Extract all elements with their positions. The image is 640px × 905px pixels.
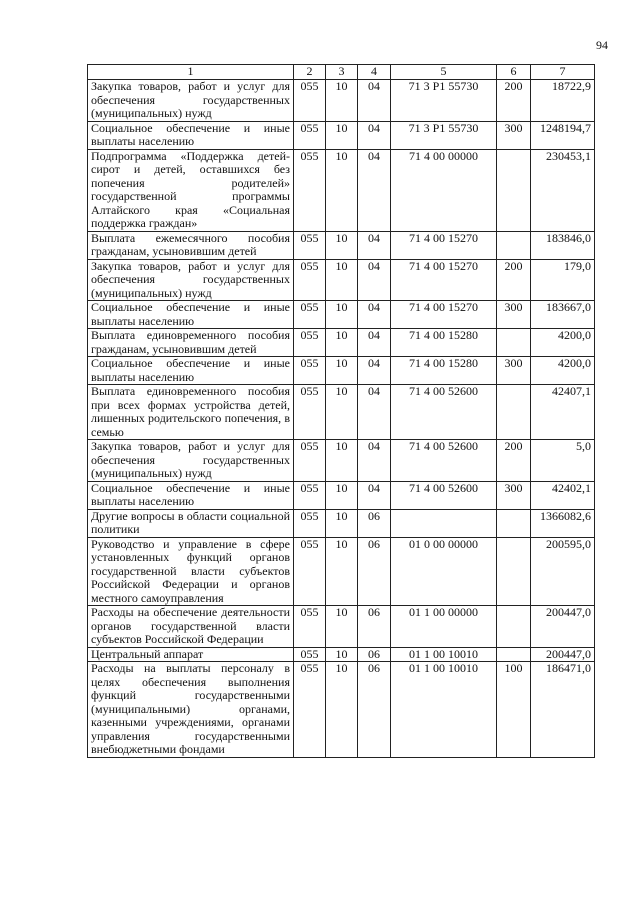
table-row (88, 647, 595, 662)
row-code-expense-type (497, 329, 531, 357)
row-code-expense-type (497, 647, 531, 662)
row-code-section: 10 (326, 231, 358, 259)
row-code-expense-type (497, 149, 531, 231)
row-code-subsection: 06 (358, 509, 391, 537)
row-amount: 4200,0 (531, 357, 595, 385)
row-code-target: 71 4 00 15270 (391, 231, 497, 259)
row-amount: 183667,0 (531, 301, 595, 329)
row-code-section: 10 (326, 80, 358, 122)
row-code-section: 10 (326, 301, 358, 329)
row-code-subsection: 04 (358, 259, 391, 301)
row-code-subsection: 04 (358, 329, 391, 357)
row-code-target: 71 4 00 52600 (391, 385, 497, 440)
row-code-expense-type (497, 231, 531, 259)
table-row (88, 509, 595, 537)
row-code-ministry: 055 (294, 149, 326, 231)
row-name: Расходы на обеспечение деятельности органов государственной власти субъектов Российской Федерации (88, 606, 294, 648)
row-amount: 186471,0 (531, 662, 595, 758)
row-name: Закупка товаров, работ и услуг для обеспечения государственных (муниципальных) нужд (88, 80, 294, 122)
header-col-2: 2 (294, 65, 326, 80)
table-row (88, 231, 595, 259)
row-code-expense-type: 100 (497, 662, 531, 758)
row-code-subsection: 06 (358, 606, 391, 648)
row-code-subsection: 04 (358, 80, 391, 122)
table-body (88, 80, 595, 758)
row-code-target: 71 4 00 00000 (391, 149, 497, 231)
row-amount: 200595,0 (531, 537, 595, 606)
row-name: Социальное обеспечение и иные выплаты населению (88, 301, 294, 329)
row-code-target: 71 4 00 52600 (391, 481, 497, 509)
row-amount: 200447,0 (531, 606, 595, 648)
row-name: Подпрограмма «Поддержка детей-сирот и детей, оставшихся без попечения родителей» государственной программы Алтайского края «Социальная поддержка граждан» (88, 149, 294, 231)
table-row (88, 259, 595, 301)
row-code-ministry: 055 (294, 121, 326, 149)
row-code-ministry: 055 (294, 259, 326, 301)
row-code-section: 10 (326, 121, 358, 149)
row-code-ministry: 055 (294, 481, 326, 509)
row-name: Выплата ежемесячного пособия гражданам, усыновившим детей (88, 231, 294, 259)
row-code-target: 01 1 00 00000 (391, 606, 497, 648)
row-name: Руководство и управление в сфере установленных функций органов государственной власти субъектов Российской Федерации и органов местного самоуправления (88, 537, 294, 606)
row-code-ministry: 055 (294, 606, 326, 648)
header-col-3: 3 (326, 65, 358, 80)
row-code-section: 10 (326, 259, 358, 301)
table-row (88, 121, 595, 149)
row-code-section: 10 (326, 662, 358, 758)
row-name: Социальное обеспечение и иные выплаты населению (88, 121, 294, 149)
row-code-subsection: 04 (358, 231, 391, 259)
table-row (88, 385, 595, 440)
table-row (88, 357, 595, 385)
row-code-target: 01 0 00 00000 (391, 537, 497, 606)
table-row (88, 301, 595, 329)
row-code-subsection: 04 (358, 481, 391, 509)
row-code-target: 71 4 00 15270 (391, 259, 497, 301)
header-row (88, 65, 595, 80)
row-name: Выплата единовременного пособия при всех формах устройства детей, лишенных родительского попечения, в семью (88, 385, 294, 440)
row-name: Другие вопросы в области социальной политики (88, 509, 294, 537)
row-code-ministry: 055 (294, 509, 326, 537)
row-code-expense-type: 200 (497, 259, 531, 301)
row-code-target: 71 3 P1 55730 (391, 80, 497, 122)
row-code-subsection: 04 (358, 440, 391, 482)
row-amount: 200447,0 (531, 647, 595, 662)
row-code-section: 10 (326, 149, 358, 231)
row-code-ministry: 055 (294, 301, 326, 329)
row-name: Закупка товаров, работ и услуг для обеспечения государственных (муниципальных) нужд (88, 440, 294, 482)
row-name: Центральный аппарат (88, 647, 294, 662)
row-code-section: 10 (326, 440, 358, 482)
row-code-ministry: 055 (294, 80, 326, 122)
row-code-expense-type: 200 (497, 80, 531, 122)
row-code-target: 71 4 00 15280 (391, 329, 497, 357)
row-name: Выплата единовременного пособия гражданам, усыновившим детей (88, 329, 294, 357)
row-code-expense-type: 300 (497, 301, 531, 329)
row-code-target: 71 4 00 15270 (391, 301, 497, 329)
row-code-section: 10 (326, 329, 358, 357)
row-code-section: 10 (326, 606, 358, 648)
row-code-target: 71 4 00 52600 (391, 440, 497, 482)
row-code-subsection: 04 (358, 301, 391, 329)
row-code-ministry: 055 (294, 537, 326, 606)
row-code-expense-type: 200 (497, 440, 531, 482)
row-amount: 1366082,6 (531, 509, 595, 537)
row-code-target: 01 1 00 10010 (391, 647, 497, 662)
row-code-subsection: 04 (358, 121, 391, 149)
row-name: Социальное обеспечение и иные выплаты населению (88, 357, 294, 385)
table-row (88, 537, 595, 606)
row-code-ministry: 055 (294, 357, 326, 385)
row-code-subsection: 06 (358, 647, 391, 662)
row-code-section: 10 (326, 357, 358, 385)
table-row (88, 481, 595, 509)
row-amount: 42407,1 (531, 385, 595, 440)
header-col-7: 7 (531, 65, 595, 80)
row-code-section: 10 (326, 537, 358, 606)
table-row (88, 80, 595, 122)
row-code-target (391, 509, 497, 537)
row-amount: 1248194,7 (531, 121, 595, 149)
row-code-ministry: 055 (294, 662, 326, 758)
header-col-6: 6 (497, 65, 531, 80)
row-code-section: 10 (326, 647, 358, 662)
row-code-subsection: 06 (358, 537, 391, 606)
row-code-expense-type: 300 (497, 121, 531, 149)
row-code-expense-type (497, 606, 531, 648)
table-row (88, 149, 595, 231)
row-code-target: 71 4 00 15280 (391, 357, 497, 385)
row-amount: 4200,0 (531, 329, 595, 357)
row-code-subsection: 04 (358, 149, 391, 231)
row-code-expense-type (497, 537, 531, 606)
header-col-5: 5 (391, 65, 497, 80)
table-row (88, 662, 595, 758)
row-code-ministry: 055 (294, 647, 326, 662)
row-amount: 5,0 (531, 440, 595, 482)
budget-table (87, 64, 595, 758)
header-col-4: 4 (358, 65, 391, 80)
row-name: Закупка товаров, работ и услуг для обеспечения государственных (муниципальных) нужд (88, 259, 294, 301)
row-amount: 42402,1 (531, 481, 595, 509)
row-code-target: 01 1 00 10010 (391, 662, 497, 758)
row-code-ministry: 055 (294, 329, 326, 357)
row-code-target: 71 3 P1 55730 (391, 121, 497, 149)
row-name: Социальное обеспечение и иные выплаты населению (88, 481, 294, 509)
table-row (88, 606, 595, 648)
row-code-ministry: 055 (294, 440, 326, 482)
row-amount: 183846,0 (531, 231, 595, 259)
header-col-1: 1 (88, 65, 294, 80)
table-row (88, 440, 595, 482)
row-code-subsection: 06 (358, 662, 391, 758)
row-code-section: 10 (326, 385, 358, 440)
table-row (88, 329, 595, 357)
row-code-section: 10 (326, 509, 358, 537)
row-amount: 230453,1 (531, 149, 595, 231)
row-code-expense-type (497, 509, 531, 537)
row-code-section: 10 (326, 481, 358, 509)
row-name: Расходы на выплаты персоналу в целях обеспечения выполнения функций государственными (муниципальными) органами, казенными учреждениями, органами управления государственными внебюджетными фондами (88, 662, 294, 758)
row-amount: 179,0 (531, 259, 595, 301)
row-code-expense-type: 300 (497, 357, 531, 385)
row-amount: 18722,9 (531, 80, 595, 122)
row-code-subsection: 04 (358, 357, 391, 385)
row-code-subsection: 04 (358, 385, 391, 440)
row-code-ministry: 055 (294, 385, 326, 440)
row-code-expense-type (497, 385, 531, 440)
row-code-ministry: 055 (294, 231, 326, 259)
row-code-expense-type: 300 (497, 481, 531, 509)
page-number: 94 (596, 38, 608, 52)
